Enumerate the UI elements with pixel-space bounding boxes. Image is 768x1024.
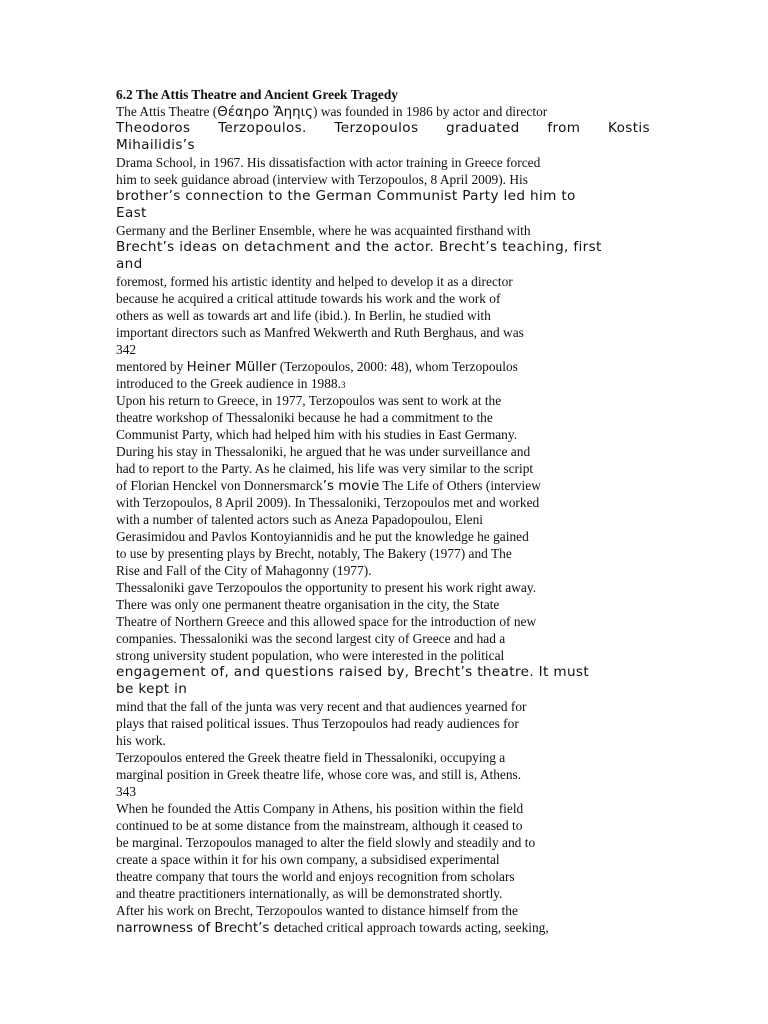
text-line: important directors such as Manfred Wekwerth and Ruth Berghaus, and was	[116, 325, 524, 340]
text-line: After his work on Brecht, Terzopoulos wanted to distance himself from the	[116, 903, 518, 918]
word: from	[547, 120, 581, 136]
text-line	[116, 919, 656, 936]
text-line: his work.	[116, 733, 166, 748]
text-line: During his stay in Thessaloniki, he argued that he was under surveillance and	[116, 444, 531, 459]
document-page	[116, 86, 656, 936]
greek-title: Θέαηρο Ἄηηις	[217, 105, 313, 120]
text-line: Mihailidis’s	[116, 137, 195, 153]
page-number: 342	[116, 342, 137, 357]
word: Terzopoulos	[334, 120, 419, 136]
text-line: be kept in	[116, 681, 188, 697]
text-line: Theatre of Northern Greece and this allowed space for the introduction of new	[116, 614, 537, 629]
text-line: had to report to the Party. As he claimed, his life was very similar to the script	[116, 461, 534, 476]
text-line: Drama School, in 1967. His dissatisfaction with actor training in Greece forced	[116, 155, 541, 170]
text-line: Thessaloniki gave Terzopoulos the opportunity to present his work right away.	[116, 580, 537, 595]
page-number: 343	[116, 784, 137, 799]
text-line: strong university student population, who were interested in the political	[116, 648, 505, 663]
text-line: him to seek guidance abroad (interview with Terzopoulos, 8 April 2009). His	[116, 172, 528, 187]
text-line	[116, 477, 656, 494]
text-line: brother’s connection to the German Communist Party led him to	[116, 188, 576, 204]
text-span: ’s movie	[322, 479, 380, 494]
text-line: theatre company that tours the world and enjoys recognition from scholars	[116, 869, 515, 884]
text-line	[116, 103, 656, 120]
text-line	[116, 358, 656, 375]
text-line: and	[116, 256, 143, 272]
text-line: marginal position in Greek theatre life, whose core was, and still is, Athens.	[116, 767, 522, 782]
text-span: (Terzopoulos, 2000: 48), whom Terzopoulos	[276, 359, 518, 374]
text-line: because he acquired a critical attitude towards his work and the work of	[116, 291, 501, 306]
text-line: create a space within it for his own company, a subsidised experimental	[116, 852, 500, 867]
text-line: Communist Party, which had helped him with his studies in East Germany.	[116, 427, 518, 442]
word: Theodoros	[116, 120, 191, 136]
text-span: narrowness of Brecht’s d	[116, 921, 283, 936]
text-line: Rise and Fall of the City of Mahagonny (1977).	[116, 563, 372, 578]
word: graduated	[446, 120, 520, 136]
text-line: Upon his return to Greece, in 1977, Terzopoulos was sent to work at the	[116, 393, 502, 408]
text-span: ) was founded in 1986 by actor and director	[312, 104, 548, 119]
text-line: engagement of, and questions raised by, Brecht’s theatre. It must	[116, 664, 590, 680]
text-line: foremost, formed his artistic identity and helped to develop it as a director	[116, 274, 513, 289]
text-line: with a number of talented actors such as Aneza Papadopoulou, Eleni	[116, 512, 484, 527]
text-line	[116, 375, 656, 392]
text-line: Gerasimidou and Pavlos Kontoyiannidis and he put the knowledge he gained	[116, 529, 529, 544]
text-line: with Terzopoulos, 8 April 2009). In Thessaloniki, Terzopoulos met and worked	[116, 495, 540, 510]
section-heading: 6.2 The Attis Theatre and Ancient Greek Tragedy	[116, 87, 398, 102]
justified-line	[116, 120, 650, 137]
footnote-marker: 3	[340, 380, 346, 390]
text-line: Brecht’s ideas on detachment and the actor. Brecht’s teaching, first	[116, 239, 602, 255]
text-span: introduced to the Greek audience in 1988.	[116, 376, 341, 391]
text-line: plays that raised political issues. Thus Terzopoulos had ready audiences for	[116, 716, 519, 731]
text-line: be marginal. Terzopoulos managed to alter the field slowly and steadily and to	[116, 835, 536, 850]
text-line: to use by presenting plays by Brecht, notably, The Bakery (1977) and The	[116, 546, 512, 561]
text-span: The Life of Others (interview	[379, 478, 541, 493]
text-line: continued to be at some distance from the mainstream, although it ceased to	[116, 818, 523, 833]
word: Terzopoulos.	[218, 120, 307, 136]
text-line: Germany and the Berliner Ensemble, where he was acquainted firsthand with	[116, 223, 531, 238]
text-line: Terzopoulos entered the Greek theatre field in Thessaloniki, occupying a	[116, 750, 506, 765]
text-span: mentored by	[116, 359, 187, 374]
text-line: and theatre practitioners internationally, as will be demonstrated shortly.	[116, 886, 503, 901]
text-line: When he founded the Attis Company in Athens, his position within the field	[116, 801, 524, 816]
text-line: East	[116, 205, 147, 221]
text-line: There was only one permanent theatre organisation in the city, the State	[116, 597, 500, 612]
text-line: mind that the fall of the junta was very recent and that audiences yearned for	[116, 699, 527, 714]
text-line: theatre workshop of Thessaloniki because he had a commitment to the	[116, 410, 493, 425]
text-line: others as well as towards art and life (ibid.). In Berlin, he studied with	[116, 308, 491, 323]
text-span: The Attis Theatre (	[116, 104, 218, 119]
text-line: companies. Thessaloniki was the second largest city of Greece and had a	[116, 631, 506, 646]
word: Kostis	[608, 120, 650, 136]
text-span: of Florian Henckel von Donnersmarck	[116, 478, 323, 493]
name-span: Heiner Müller	[186, 360, 277, 375]
text-span: etached critical approach towards acting, seeking,	[282, 920, 549, 935]
